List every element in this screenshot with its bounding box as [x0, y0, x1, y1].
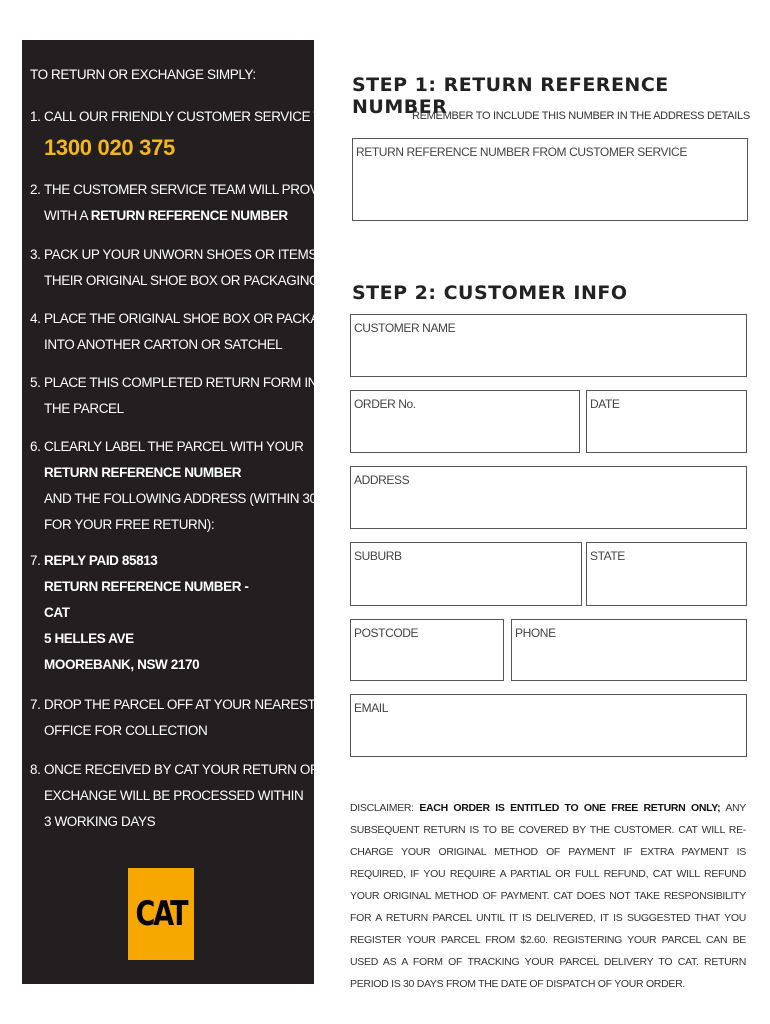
suburb-field[interactable] — [350, 542, 582, 606]
email-field[interactable] — [350, 694, 747, 757]
phone-field[interactable] — [511, 619, 747, 681]
instruction-step-7-drop: 7. DROP THE PARCEL OFF AT YOUR NEAREST POST OFFICE FOR COLLECTION — [30, 697, 354, 738]
postcode-label: POSTCODE — [354, 626, 419, 640]
cat-logo-text: CAT — [135, 894, 187, 934]
customer-name-field[interactable] — [350, 314, 747, 377]
return-reference-label: RETURN REFERENCE NUMBER FROM CUSTOMER SERVICE — [356, 145, 687, 159]
email-label: EMAIL — [354, 701, 389, 715]
instruction-step-8: 8. ONCE RECEIVED BY CAT YOUR RETURN OR EXCHANGE WILL BE PROCESSED WITHIN 3 WORKING DAYS — [30, 762, 320, 829]
instruction-step-3: 3. PACK UP YOUR UNWORN SHOES OR ITEMS INTO THEIR ORIGINAL SHOE BOX OR PACKAGING — [30, 247, 351, 288]
step1-title: STEP 1: RETURN REFERENCE NUMBER — [352, 74, 669, 118]
instruction-step-5: 5. PLACE THIS COMPLETED RETURN FORM INSIDE THE PARCEL — [30, 375, 347, 416]
instruction-step-4: 4. PLACE THE ORIGINAL SHOE BOX OR PACKAGING INTO ANOTHER CARTON OR SATCHEL — [30, 311, 352, 352]
disclaimer-text: ANY SUBSEQUENT RETURN IS TO BE COVERED BY THE CUSTOMER. CAT WILL RE-CHARGE YOUR ORIGINAL METHOD OF PAYMENT IF EXTRA PAYMENT IS REQUIRED, IF YOU REQUIRE A PARTIAL OR FULL REFUND, CAT WILL REFUND YOUR ORIGINAL METHOD OF PAYMENT. CAT DOES NOT TAKE RESPONSIBILITY FOR A RETURN PARCEL UNTIL IT IS DELIVERED, IT IS SUGGESTED THAT YOU REGISTER YOUR PARCEL FROM $2.60. REGISTERING YOUR PARCEL CAN BE USED AS A FORM OF TRACKING YOUR PARCEL DELIVERY TO CAT. RETURN PERIOD IS 30 DAYS FROM THE DATE OF DISPATCH OF YOUR ORDER. — [350, 802, 747, 990]
instruction-step-6: 6. CLEARLY LABEL THE PARCEL WITH YOUR RETURN REFERENCE NUMBER AND THE FOLLOWING ADDRESS (WITHIN 30 DAYS FOR YOUR FREE RETURN): — [30, 439, 355, 532]
address-label: ADDRESS — [354, 473, 410, 487]
postcode-field[interactable] — [350, 619, 504, 681]
instruction-step-1: 1. CALL OUR FRIENDLY CUSTOMER SERVICE TEAM ON: — [30, 109, 376, 124]
date-field[interactable] — [586, 390, 747, 453]
disclaimer-label: DISCLAIMER: — [350, 802, 420, 814]
customer-service-phone: 1300 020 375 — [44, 135, 175, 160]
phone-label: PHONE — [515, 626, 556, 640]
customer-name-label: CUSTOMER NAME — [354, 321, 456, 335]
state-label: STATE — [590, 549, 625, 563]
cat-logo — [128, 868, 194, 960]
step2-title: STEP 2: CUSTOMER INFO — [352, 282, 628, 304]
step1-subtitle: REMEMBER TO INCLUDE THIS NUMBER IN THE ADDRESS DETAILS — [412, 110, 750, 122]
date-label: DATE — [590, 397, 620, 411]
order-number-label: ORDER No. — [354, 397, 416, 411]
state-field[interactable] — [586, 542, 747, 606]
return-reference-field[interactable] — [352, 138, 748, 221]
instruction-step-7-address: 7. REPLY PAID 85813 RETURN REFERENCE NUMBER - CAT 5 HELLES AVE MOOREBANK, NSW 2170 — [30, 553, 249, 672]
disclaimer — [350, 797, 746, 995]
instructions-intro: TO RETURN OR EXCHANGE SIMPLY: — [30, 67, 256, 82]
instruction-step-2: 2. THE CUSTOMER SERVICE TEAM WILL PROVIDE YOU WITH A RETURN REFERENCE NUMBER — [30, 182, 371, 223]
suburb-label: SUBURB — [354, 549, 402, 563]
disclaimer-bold: EACH ORDER IS ENTITLED TO ONE FREE RETURN ONLY; — [419, 802, 721, 814]
order-number-field[interactable] — [350, 390, 580, 453]
address-field[interactable] — [350, 466, 747, 529]
